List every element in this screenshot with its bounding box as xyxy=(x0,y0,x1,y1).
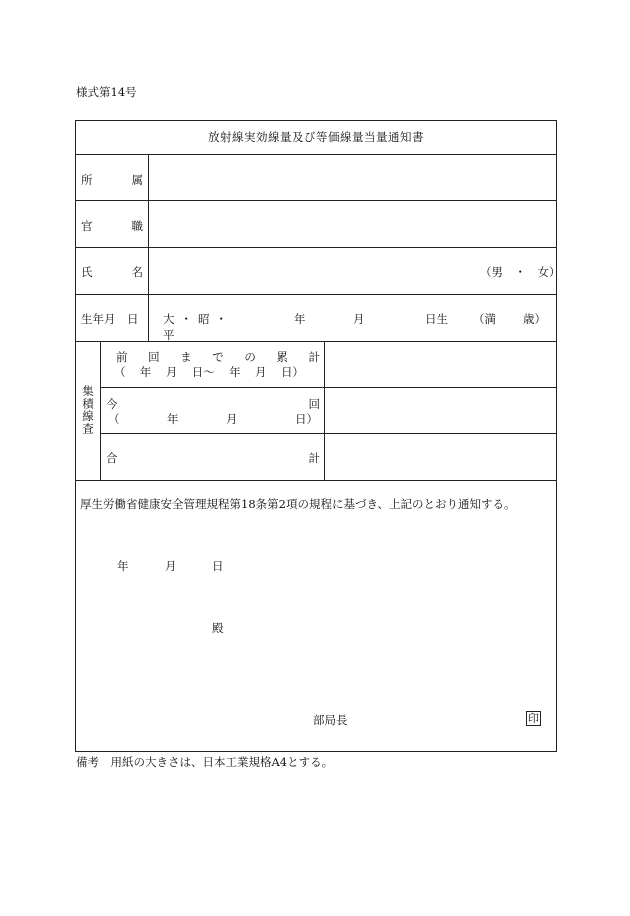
dose-label-divider xyxy=(100,341,101,480)
position-label xyxy=(81,218,143,234)
name-label-char1: 氏 xyxy=(81,265,93,279)
previous-period xyxy=(114,364,304,380)
previous-char-3: ま xyxy=(180,350,192,364)
current-left: 今 xyxy=(106,397,118,411)
total-left: 合 xyxy=(106,451,118,465)
signer-title: 部局長 xyxy=(313,713,348,727)
position-label-char2: 職 xyxy=(131,219,143,233)
date-month: 月 xyxy=(165,559,177,573)
era-options-text: 大・昭・平 xyxy=(163,312,233,342)
position-field[interactable] xyxy=(149,201,556,247)
birth-day-unit: 日生 xyxy=(425,312,448,326)
date-year: 年 xyxy=(117,559,129,573)
age-close: 歳） xyxy=(523,312,546,326)
dose-section-label: 集積線査 xyxy=(81,385,95,435)
total-right: 計 xyxy=(308,451,320,465)
current-value[interactable] xyxy=(325,388,556,433)
previous-char-7: 計 xyxy=(308,350,320,364)
name-field[interactable] xyxy=(149,248,469,294)
notice-text: 厚生労働省健康安全管理規程第18条第2項の規程に基づき、上記のとおり通知する。 xyxy=(80,497,516,511)
form-title: 放射線実効線量及び等価線量当量通知書 xyxy=(208,130,424,144)
birth-month-unit: 月 xyxy=(353,312,365,326)
name-label-char2: 名 xyxy=(131,265,143,279)
gender-options[interactable]: （男 ・ 女） xyxy=(480,265,561,279)
previous-period-3: 月 xyxy=(165,365,178,379)
previous-char-5: の xyxy=(244,350,256,364)
previous-char-4: で xyxy=(212,350,224,364)
addressee-suffix: 殿 xyxy=(212,621,224,635)
previous-char-6: 累 xyxy=(276,350,288,364)
name-label xyxy=(81,264,143,280)
age-open: （満 xyxy=(473,312,496,326)
previous-period-2: 年 xyxy=(139,365,152,379)
previous-char-1: 前 xyxy=(116,350,128,364)
affiliation-label-char1: 所 xyxy=(81,173,93,187)
previous-period-1: （ xyxy=(114,365,126,379)
total-label xyxy=(106,450,320,466)
era-options[interactable] xyxy=(163,311,245,343)
affiliation-label-char2: 属 xyxy=(131,173,143,187)
previous-period-5: 年 xyxy=(229,365,241,379)
divider xyxy=(75,480,557,481)
previous-period-6: 月 xyxy=(255,365,267,379)
affiliation-field[interactable] xyxy=(149,155,556,200)
remarks: 備考 用紙の大きさは、日本工業規格A4とする。 xyxy=(76,755,334,769)
birth-year-unit: 年 xyxy=(294,312,306,326)
previous-total-label xyxy=(116,349,320,365)
divider xyxy=(75,294,557,295)
form-number: 様式第14号 xyxy=(76,85,137,99)
previous-period-4: 日〜 xyxy=(191,365,215,379)
current-period-year: 年 xyxy=(167,412,179,426)
current-period-close: 日） xyxy=(295,412,318,426)
previous-period-7: 日） xyxy=(280,365,304,379)
affiliation-label xyxy=(81,172,143,188)
current-right: 回 xyxy=(308,397,320,411)
birth-label: 生年月 日 xyxy=(81,312,139,326)
current-period-open: （ xyxy=(108,412,120,426)
total-value[interactable] xyxy=(325,434,556,479)
date-day: 日 xyxy=(212,559,224,573)
current-label xyxy=(106,396,320,412)
current-period-month: 月 xyxy=(226,412,238,426)
previous-total-value[interactable] xyxy=(325,342,556,387)
seal-icon: 印 xyxy=(528,712,539,725)
previous-char-2: 回 xyxy=(148,350,160,364)
position-label-char1: 官 xyxy=(81,219,93,233)
